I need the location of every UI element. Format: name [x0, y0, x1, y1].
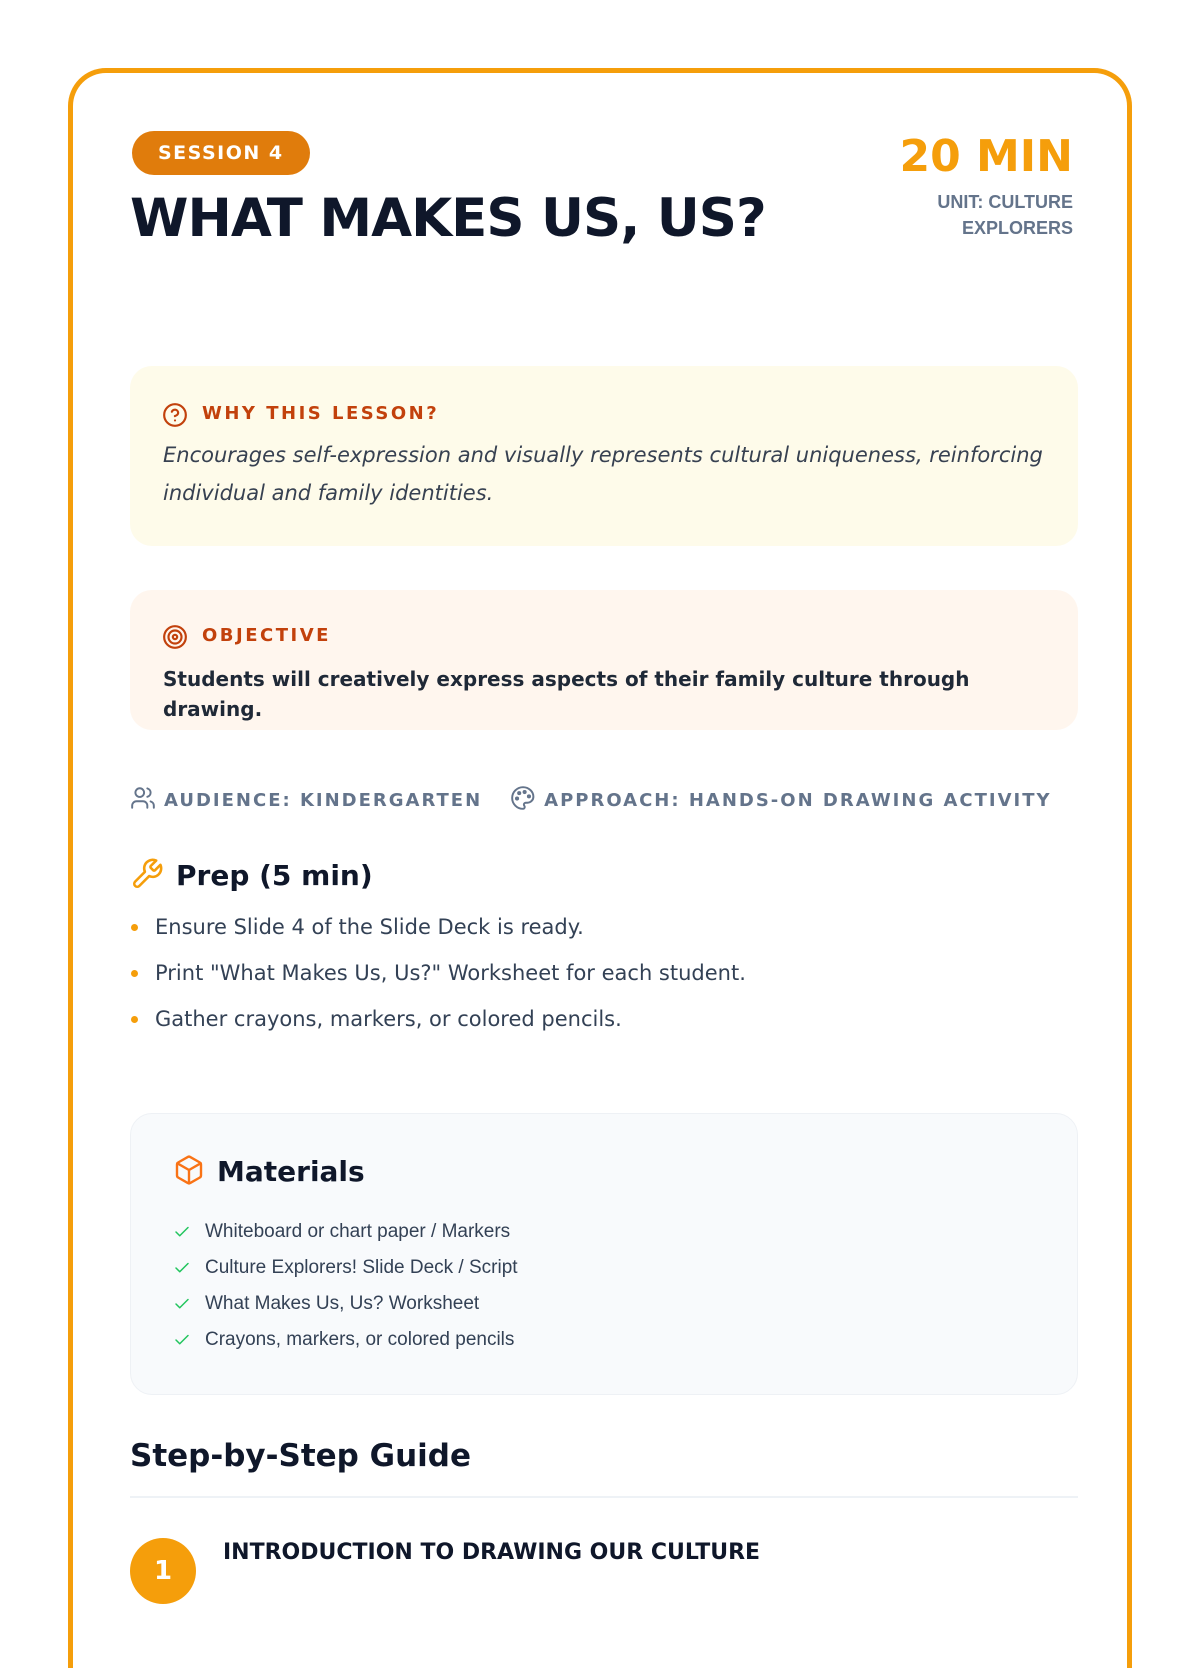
wrench-icon: [130, 857, 164, 895]
prep-item: [130, 955, 1030, 1001]
prep-item-text: Ensure Slide 4 of the Slide Deck is ready.: [155, 915, 584, 939]
prep-item-text: Print "What Makes Us, Us?" Worksheet for each student.: [155, 961, 746, 985]
why-this-lesson-box: [130, 366, 1078, 546]
unit-label: UNIT: CULTURE EXPLORERS: [937, 192, 1073, 238]
box-icon: [173, 1154, 205, 1190]
prep-list: [130, 909, 1030, 1047]
material-item: [173, 1322, 518, 1358]
step-title: INTRODUCTION TO DRAWING OUR CULTURE: [223, 1540, 761, 1565]
objective-box: [130, 590, 1078, 730]
material-item-text: Whiteboard or chart paper / Markers: [205, 1221, 511, 1242]
step-number: 1: [130, 1538, 196, 1604]
session-badge: SESSION 4: [132, 131, 310, 175]
materials-list: [173, 1214, 518, 1358]
meta-row: [130, 785, 1052, 815]
prep-item: [130, 909, 1030, 955]
prep-header: [130, 857, 373, 895]
target-icon: [162, 624, 188, 654]
objective-body: Students will creatively express aspects of their family culture through drawing.: [163, 667, 970, 721]
question-circle-icon: [162, 402, 188, 432]
material-item: [173, 1250, 518, 1286]
check-icon: [173, 1295, 191, 1313]
bullet-dot: [131, 970, 138, 977]
why-body: Encourages self-expression and visually represents cultural uniqueness, reinforcing individual and family identities.: [163, 443, 1043, 505]
check-icon: [173, 1223, 191, 1241]
check-icon: [173, 1331, 191, 1349]
bullet-dot: [131, 924, 138, 931]
why-heading: WHY THIS LESSON?: [202, 403, 440, 424]
prep-item: [130, 1001, 1030, 1047]
material-item: [173, 1286, 518, 1322]
materials-header: [173, 1154, 365, 1190]
lesson-card: [68, 68, 1132, 1668]
prep-item-text: Gather crayons, markers, or colored pencils.: [155, 1007, 622, 1031]
bullet-dot: [131, 1016, 138, 1023]
materials-box: [130, 1113, 1078, 1395]
check-icon: [173, 1259, 191, 1277]
duration-label: 20 MIN: [899, 131, 1073, 182]
material-item-text: What Makes Us, Us? Worksheet: [205, 1293, 480, 1314]
guide-title: Step-by-Step Guide: [130, 1438, 471, 1474]
users-icon: [130, 785, 164, 816]
approach-label: APPROACH: HANDS-ON DRAWING ACTIVITY: [544, 789, 1052, 811]
page-title: WHAT MAKES US, US?: [130, 188, 766, 249]
divider: [130, 1496, 1078, 1498]
material-item: [173, 1214, 518, 1250]
prep-title: Prep (5 min): [176, 859, 373, 892]
audience-label: AUDIENCE: KINDERGARTEN: [164, 789, 483, 811]
material-item-text: Crayons, markers, or colored pencils: [205, 1329, 515, 1350]
audience-meta: [130, 785, 482, 816]
materials-title: Materials: [217, 1155, 365, 1188]
material-item-text: Culture Explorers! Slide Deck / Script: [205, 1257, 518, 1278]
objective-heading: OBJECTIVE: [202, 625, 331, 646]
palette-icon: [510, 785, 544, 816]
approach-meta: [510, 785, 1051, 816]
